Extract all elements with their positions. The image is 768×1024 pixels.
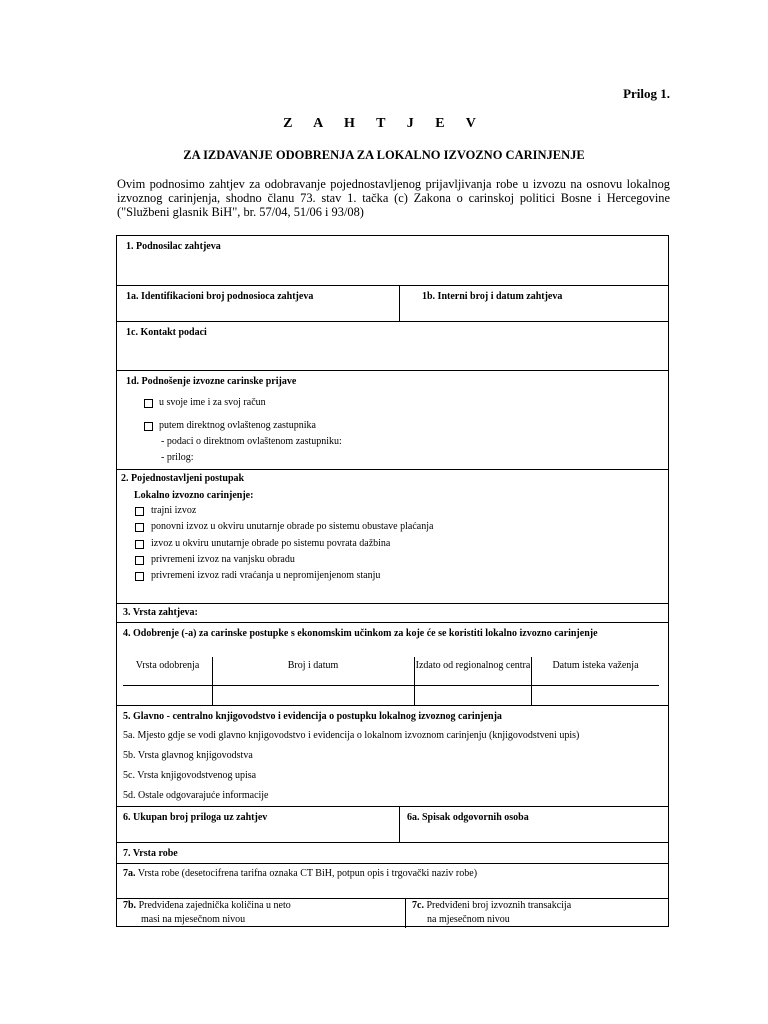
row-divider bbox=[117, 469, 668, 470]
section-7b-text bbox=[123, 900, 291, 911]
section-6a-label: 6a. Spisak odgovornih osoba bbox=[407, 812, 529, 823]
option-own-account: u svoje ime i za svoj račun bbox=[159, 397, 266, 408]
annex-label: Prilog 1. bbox=[623, 86, 670, 101]
section-2-label: 2. Pojednostavljeni postupak bbox=[121, 473, 245, 484]
intro-paragraph: Ovim podnosimo zahtjev za odobravanje pojednostavljenog prijavljivanja robe u izvozu na osnovu lokalnog izvoznog carinjenja, shodno članu 73. stav 1. tačka (c) Zakona o carinskoj politici Bosne i Hercegovine ("Službeni glasnik BiH", br. 57/04, 51/06 i 93/08) bbox=[117, 177, 670, 220]
column-header-number-date: Broj i datum bbox=[287, 660, 339, 671]
column-divider bbox=[405, 898, 406, 928]
column-header-authorization-type: Vrsta odobrenja bbox=[135, 660, 200, 671]
section-7b-text-line2: masi na mjesečnom nivou bbox=[141, 914, 246, 925]
section-7c-description: Predviđeni broj izvoznih transakcija bbox=[423, 900, 572, 911]
section-7a-number: 7a. bbox=[123, 868, 136, 879]
section-7c-text bbox=[412, 900, 571, 911]
section-5c-text: 5c. Vrsta knjigovodstvenog upisa bbox=[123, 770, 257, 781]
section-7a-description: Vrsta robe (desetocifrena tarifna oznaka CT BiH, potpun opis i trgovački naziv robe) bbox=[135, 868, 478, 879]
section-7c-number: 7c. bbox=[412, 900, 424, 911]
checkbox-procedure-4[interactable] bbox=[135, 556, 144, 565]
checkbox-procedure-5[interactable] bbox=[135, 572, 144, 581]
row-divider bbox=[117, 806, 668, 807]
checkbox-procedure-2[interactable] bbox=[135, 523, 144, 532]
procedure-option: trajni izvoz bbox=[151, 505, 197, 516]
section-5-label: 5. Glavno - centralno knjigovodstvo i evidencija o postupku lokalnog izvoznog carinjenja bbox=[123, 711, 502, 722]
checkbox-own-account[interactable] bbox=[144, 399, 153, 408]
section-7b-number: 7b. bbox=[123, 900, 137, 911]
attachment-line: - prilog: bbox=[161, 452, 194, 463]
section-7a-text bbox=[123, 868, 477, 879]
authorization-table-header-rule bbox=[123, 685, 659, 686]
column-header-expiry-date: Datum isteka važenja bbox=[552, 660, 639, 671]
section-1a-label: 1a. Identifikacioni broj podnosioca zahtjeva bbox=[126, 291, 314, 302]
section-5d-text: 5d. Ostale odgovarajuće informacije bbox=[123, 790, 269, 801]
checkbox-direct-representative[interactable] bbox=[144, 422, 153, 431]
section-6-label: 6. Ukupan broj priloga uz zahtjev bbox=[123, 812, 268, 823]
section-1b-label: 1b. Interni broj i datum zahtjeva bbox=[422, 291, 563, 302]
section-7c-text-line2: na mjesečnom nivou bbox=[427, 914, 510, 925]
section-7-label: 7. Vrsta robe bbox=[123, 848, 178, 859]
option-direct-representative: putem direktnog ovlaštenog zastupnika bbox=[159, 420, 316, 431]
row-divider bbox=[117, 321, 668, 322]
section-1d-label: 1d. Podnošenje izvozne carinske prijave bbox=[126, 376, 297, 387]
checkbox-procedure-3[interactable] bbox=[135, 540, 144, 549]
row-divider bbox=[117, 285, 668, 286]
row-divider bbox=[117, 622, 668, 623]
procedure-option: privremeni izvoz na vanjsku obradu bbox=[151, 554, 295, 565]
procedure-option: izvoz u okviru unutarnje obrade po sistemu povrata dažbina bbox=[151, 538, 391, 549]
checkbox-procedure-1[interactable] bbox=[135, 507, 144, 516]
row-divider bbox=[117, 842, 668, 843]
representative-data-line: - podaci o direktnom ovlaštenom zastupniku: bbox=[161, 436, 342, 447]
section-5b-text: 5b. Vrsta glavnog knjigovodstva bbox=[123, 750, 253, 761]
section-7b-description: Predviđena zajednička količina u neto bbox=[136, 900, 291, 911]
document-title: Z A H T J E V bbox=[283, 116, 485, 131]
row-divider bbox=[117, 705, 668, 706]
section-1c-label: 1c. Kontakt podaci bbox=[126, 327, 207, 338]
procedure-option: privremeni izvoz radi vraćanja u nepromijenjenom stanju bbox=[151, 570, 381, 581]
document-subtitle: ZA IZDAVANJE ODOBRENJA ZA LOKALNO IZVOZNO CARINJENJE bbox=[183, 148, 585, 162]
row-divider bbox=[117, 898, 668, 899]
row-divider bbox=[117, 370, 668, 371]
column-divider bbox=[399, 806, 400, 842]
row-divider bbox=[117, 603, 668, 604]
section-3-label: 3. Vrsta zahtjeva: bbox=[123, 607, 198, 618]
request-form-table bbox=[116, 235, 669, 927]
procedure-option: ponovni izvoz u okviru unutarnje obrade po sistemu obustave plaćanja bbox=[151, 521, 434, 532]
section-5a-text: 5a. Mjesto gdje se vodi glavno knjigovodstvo i evidencija o lokalnom izvoznom carinjenju (knjigovodstveni upis) bbox=[123, 730, 580, 741]
column-divider bbox=[399, 285, 400, 321]
local-export-clearance-label: Lokalno izvozno carinjenje: bbox=[134, 490, 254, 501]
row-divider bbox=[117, 863, 668, 864]
column-header-issued-by: Izdato od regionalnog centra bbox=[415, 660, 531, 671]
section-4-label: 4. Odobrenje (-a) za carinske postupke s ekonomskim učinkom za koje će se koristiti lokalno izvozno carinjenje bbox=[123, 628, 598, 639]
section-1-label: 1. Podnosilac zahtjeva bbox=[126, 241, 221, 252]
